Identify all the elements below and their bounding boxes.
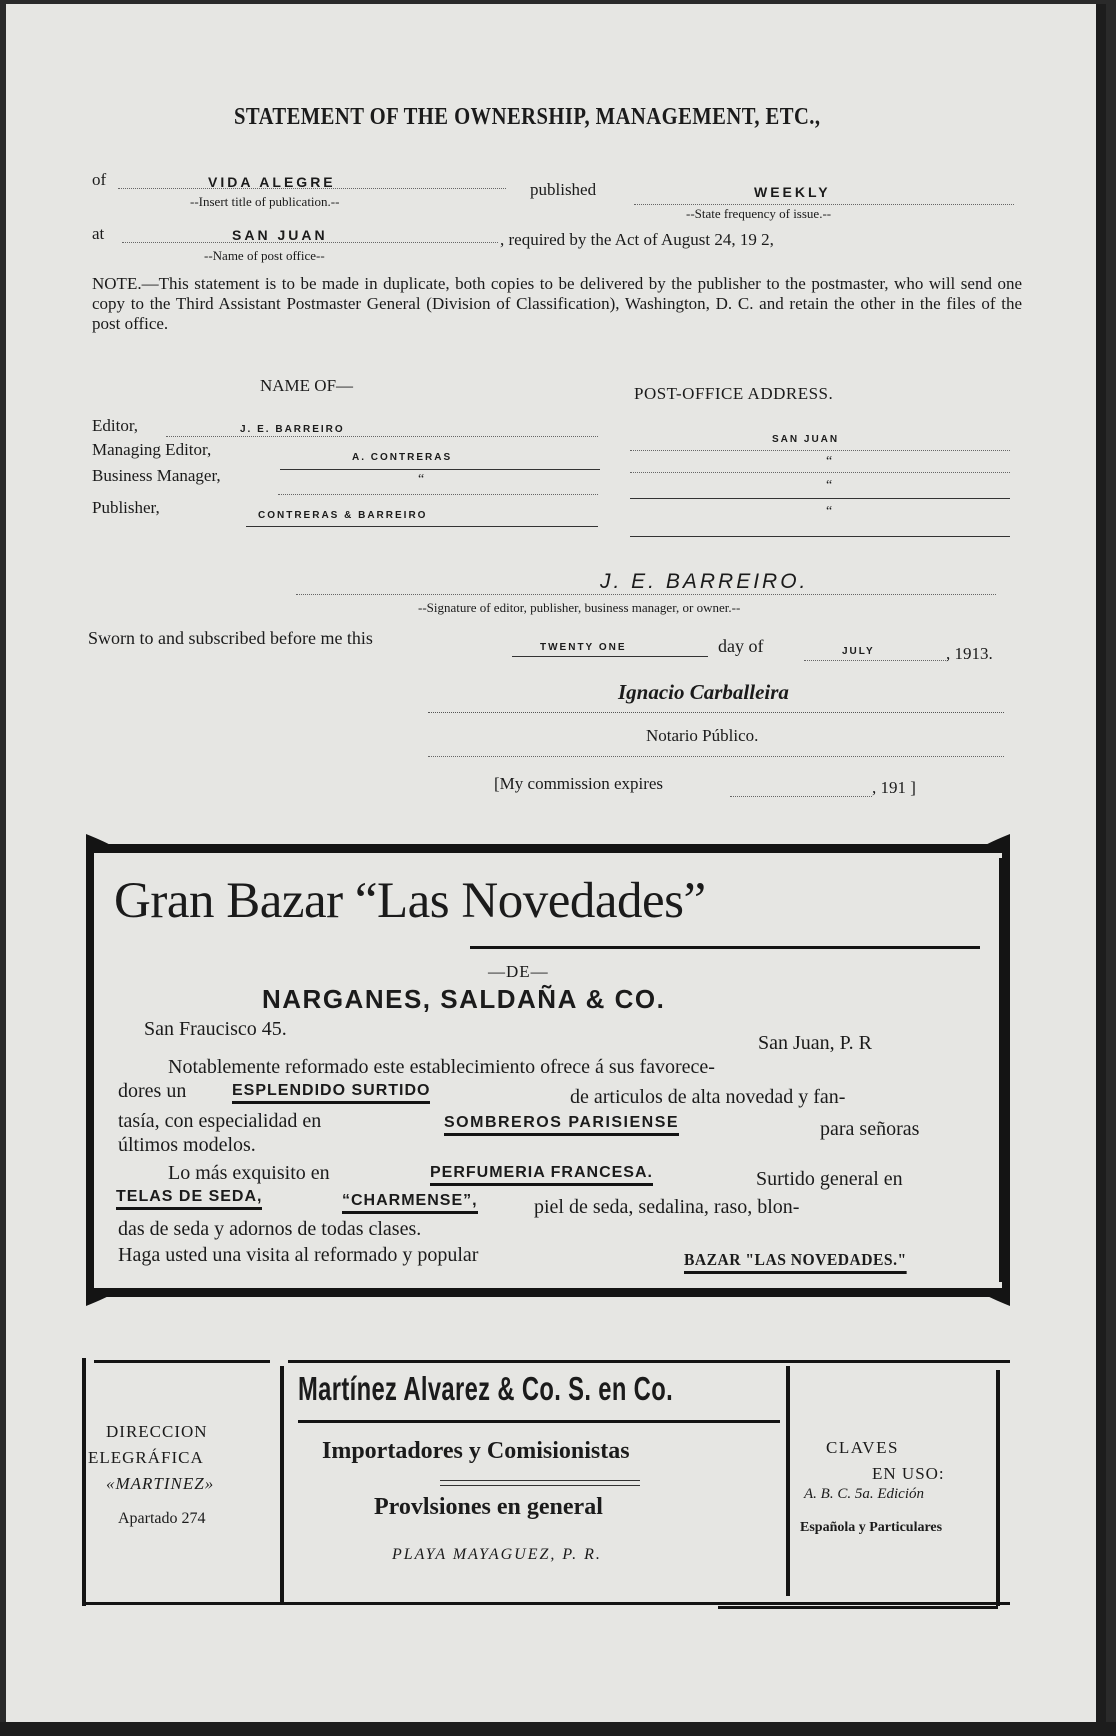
bazar-text-6: últimos modelos. xyxy=(118,1134,256,1156)
post-office-hint: --Name of post office-- xyxy=(204,248,325,263)
bazar-highlight-visit: BAZAR "LAS NOVEDADES." xyxy=(684,1250,907,1274)
bazar-title-b: “Las Novedades” xyxy=(354,873,706,929)
publisher-label: Publisher, xyxy=(92,498,160,517)
business-manager-address-value: “ xyxy=(826,478,833,493)
bazar-highlight-charmense: “CHARMENSE”, xyxy=(342,1192,478,1214)
managing-editor-label: Managing Editor, xyxy=(92,440,212,459)
scan-edge-right xyxy=(1096,4,1106,1724)
month-value: JULY xyxy=(842,646,875,657)
martinez-left-4: Apartado 274 xyxy=(118,1510,206,1527)
martinez-right-2: EN USO: xyxy=(872,1464,945,1483)
signature-line xyxy=(296,594,996,595)
business-manager-label: Business Manager, xyxy=(92,466,221,485)
editor-label: Editor, xyxy=(92,416,139,435)
publisher-address-line xyxy=(630,536,1010,537)
publication-title-value: VIDA ALEGRE xyxy=(208,174,336,190)
document-page xyxy=(6,4,1106,1724)
notary-title-line xyxy=(428,756,1004,757)
publisher-name-line xyxy=(246,526,598,527)
published-label: published xyxy=(530,180,597,199)
of-label: of xyxy=(92,170,107,189)
editor-address-line xyxy=(630,450,1010,451)
publisher-name-value: CONTRERAS & BARREIRO xyxy=(258,510,428,521)
martinez-left-2: ELEGRÁFICA xyxy=(88,1448,204,1467)
managing-editor-address-line xyxy=(630,472,1010,473)
martinez-right-3: A. B. C. 5a. Edición xyxy=(804,1486,924,1502)
bazar-text-8: Surtido general en xyxy=(756,1168,903,1190)
martinez-line-3: PLAYA MAYAGUEZ, P. R. xyxy=(392,1546,602,1563)
publisher-address-value: “ xyxy=(826,504,833,519)
required-text: , required by the Act of August 24, 19 2, xyxy=(500,230,774,249)
editor-address-value: SAN JUAN xyxy=(772,434,840,445)
signature-hint: --Signature of editor, publisher, business manager, or owner.-- xyxy=(418,600,741,615)
martinez-right-4: Española y Particulares xyxy=(800,1520,943,1535)
bazar-highlight-perfumeria: PERFUMERIA FRANCESA. xyxy=(430,1164,653,1186)
notary-line xyxy=(428,712,1004,713)
bazar-company: NARGANES, SALDAÑA & CO. xyxy=(262,984,666,1014)
bazar-text-7: Lo más exquisito en xyxy=(168,1162,330,1184)
business-manager-address-line xyxy=(630,498,1010,499)
bazar-title xyxy=(114,872,706,930)
martinez-right-1: CLAVES xyxy=(826,1438,899,1457)
bazar-title-underline xyxy=(470,946,980,949)
martinez-advertisement xyxy=(82,1358,1010,1620)
managing-editor-address-value: “ xyxy=(826,454,833,469)
bazar-de: —DE— xyxy=(488,962,549,981)
martinez-divider-1 xyxy=(440,1480,640,1481)
day-line xyxy=(512,656,708,657)
business-manager-name-value: “ xyxy=(418,472,425,487)
frequency-line xyxy=(634,204,1014,205)
bazar-text-1: Notablemente reformado este establecimiento ofrece á sus favorece- xyxy=(168,1056,715,1078)
bazar-highlight-sombreros: SOMBREROS PARISIENSE xyxy=(444,1114,679,1136)
bazar-text-3: de articulos de alta novedad y fan- xyxy=(570,1086,846,1108)
bazar-title-a: Gran Bazar xyxy=(114,873,343,929)
editor-name-line xyxy=(166,436,598,437)
martinez-title: Martínez Alvarez & Co. S. en Co. xyxy=(298,1370,674,1407)
bazar-highlight-telas: TELAS DE SEDA, xyxy=(116,1188,262,1210)
managing-editor-name-line xyxy=(280,469,600,470)
managing-editor-name-value: A. CONTRERAS xyxy=(352,452,453,463)
bazar-text-5: para señoras xyxy=(820,1118,920,1140)
year-value: , 1913. xyxy=(946,644,993,663)
commission-end: , 191 ] xyxy=(872,778,916,797)
martinez-divider-2 xyxy=(440,1485,640,1486)
martinez-line-1: Importadores y Comisionistas xyxy=(322,1438,630,1464)
frequency-hint: --State frequency of issue.-- xyxy=(686,206,832,221)
martinez-left-3: «MARTINEZ» xyxy=(106,1474,215,1493)
editor-name-value: J. E. BARREIRO xyxy=(240,424,345,435)
notary-name: Ignacio Carballeira xyxy=(618,680,789,704)
day-label: day of xyxy=(718,636,764,656)
month-line xyxy=(804,660,948,661)
bazar-highlight-surtido: ESPLENDIDO SURTIDO xyxy=(232,1082,430,1104)
business-manager-name-line xyxy=(278,494,598,495)
bazar-text-9: piel de seda, sedalina, raso, blon- xyxy=(534,1196,800,1218)
bazar-text-11: Haga usted una visita al reformado y popular xyxy=(118,1244,479,1266)
sworn-text: Sworn to and subscribed before me this xyxy=(88,628,373,648)
martinez-title-underline xyxy=(298,1420,780,1423)
martinez-left-1: DIRECCION xyxy=(106,1422,208,1441)
bazar-address-left: San Fraucisco 45. xyxy=(144,1018,287,1040)
notary-title: Notario Público. xyxy=(646,726,759,745)
commission-text: [My commission expires xyxy=(494,774,664,793)
statement-title: STATEMENT OF THE OWNERSHIP, MANAGEMENT, ETC., xyxy=(234,104,821,130)
name-of-header: NAME OF— xyxy=(260,376,354,395)
martinez-line-2: Provlsiones en general xyxy=(374,1494,603,1520)
bazar-text-2: dores un xyxy=(118,1080,187,1102)
scan-edge-bottom xyxy=(0,1722,1116,1736)
bazar-text-10: das de seda y adornos de todas clases. xyxy=(118,1218,422,1240)
commission-line xyxy=(730,796,872,797)
publication-title-hint: --Insert title of publication.-- xyxy=(190,194,340,209)
bazar-advertisement xyxy=(86,834,1010,1306)
frequency-value: WEEKLY xyxy=(754,184,831,200)
at-label: at xyxy=(92,224,105,243)
statement-note: NOTE.—This statement is to be made in duplicate, both copies to be delivered by the publisher to the postmaster, who will send one copy to the Third Assistant Postmaster General (Division of Classification), Washington, D. C. and retain the other in the files of the post office. xyxy=(92,274,1022,333)
bazar-address-right: San Juan, P. R xyxy=(758,1032,872,1054)
address-header: POST-OFFICE ADDRESS. xyxy=(634,384,834,403)
signature-value: J. E. BARREIRO. xyxy=(600,570,809,593)
day-value: TWENTY ONE xyxy=(540,642,627,653)
post-office-value: SAN JUAN xyxy=(232,227,328,243)
bazar-text-4: tasía, con especialidad en xyxy=(118,1110,322,1132)
